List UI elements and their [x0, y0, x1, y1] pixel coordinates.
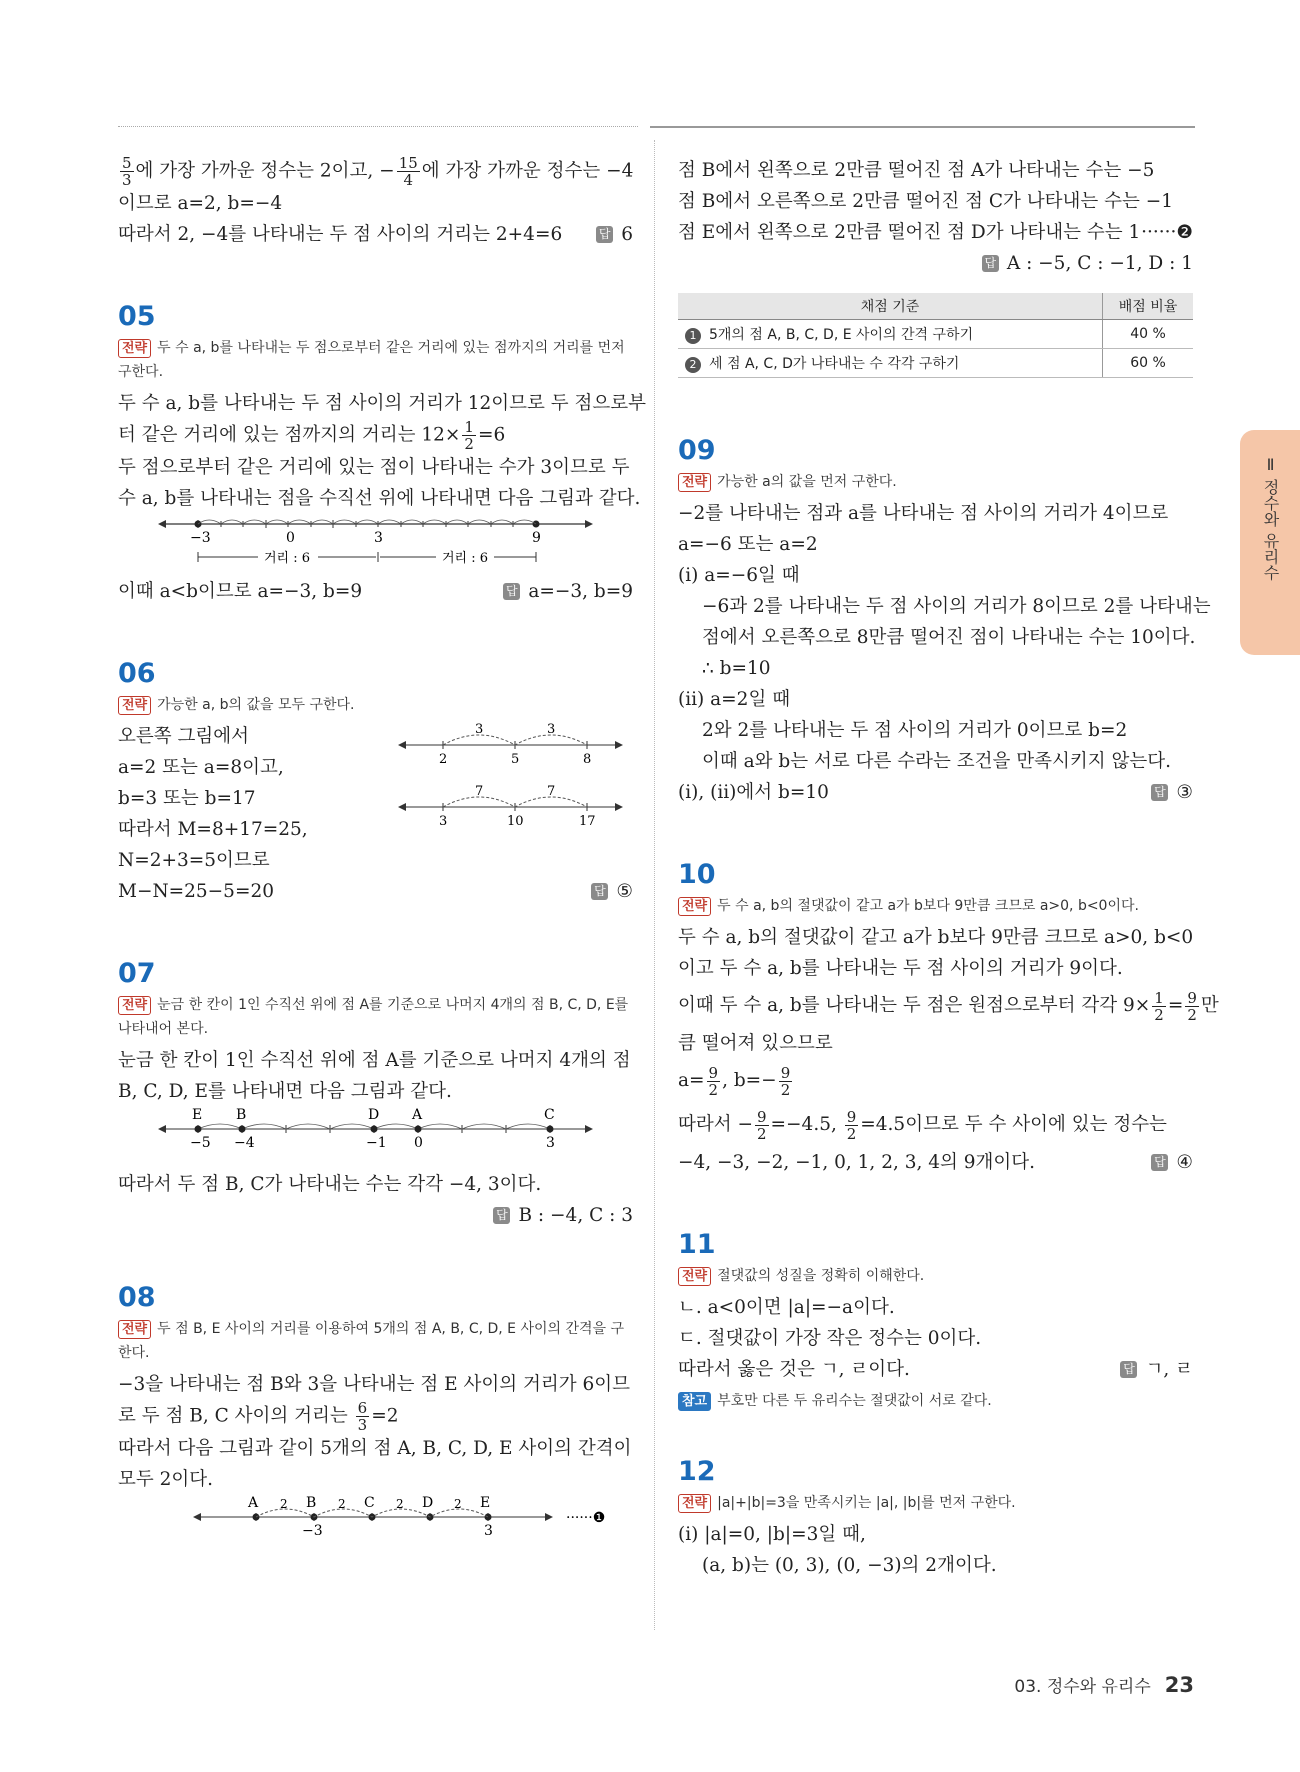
point-label: A	[248, 1495, 259, 1511]
strategy-tag: 전략	[678, 1494, 711, 1513]
fraction: $\frac{5}{3}$	[122, 154, 132, 189]
question-number: 09	[678, 435, 716, 466]
tick-label: 2	[439, 752, 448, 767]
question-05: 05 전략 두 수 a, b를 나타내는 두 점으로부터 같은 거리에 있는 점까지의 거리를 먼저 구한다. 두 수 a, b를 나타내는 두 점 사이의 거리가 12이므로 두 점으로부 터 같은 거리에 있는 점까지의 거리는 12× $\frac{1}{2}$ =6 두 점으로부터 같은 거리에 있는 점이 나타내는 수가 3이므로 두 수 a, b를 나타내는 점을 수직선 위에 나타내면 다음 그림과 같다. −3 0 3 9 거리 : 6 거리 : 6 이때 a<b이므로 a=−3, b=9 답 a=−3, b=9	[118, 302, 633, 607]
point-label: D	[422, 1495, 434, 1511]
fraction: $\frac{9}{2}$	[708, 1063, 719, 1099]
question-number: 10	[678, 859, 716, 890]
tick-label: 3	[484, 1523, 493, 1539]
page-footer	[1014, 1672, 1194, 1697]
distance-label: 거리 : 6	[442, 551, 489, 566]
answer: 답 6	[596, 219, 633, 250]
number-line-figure	[118, 1495, 633, 1541]
fraction: $\frac{9}{2}$	[780, 1063, 791, 1099]
number-lines-figure	[398, 721, 623, 841]
table-row: 2 세 점 A, C, D가 나타내는 수 각각 구하기 60 %	[678, 349, 1193, 378]
tick-label: 5	[511, 752, 520, 767]
strategy-tag: 전략	[118, 339, 151, 358]
gap-label: 2	[338, 1497, 346, 1511]
fraction: $\frac{9}{2}$	[846, 1107, 857, 1143]
question-number: 07	[118, 958, 156, 989]
point-label: B	[236, 1107, 247, 1123]
tick-label: 0	[286, 530, 295, 546]
answer: 답 ④	[1151, 1147, 1193, 1178]
table-header: 배점 비율	[1103, 293, 1194, 320]
chapter-side-label: Ⅱ 정수와 유리수	[1261, 455, 1280, 581]
fraction: $\frac{9}{2}$	[1187, 988, 1197, 1024]
tick-label: 10	[507, 814, 524, 829]
table-row: 1 5개의 점 A, B, C, D, E 사이의 간격 구하기 40 %	[678, 320, 1193, 349]
question-06: 06 전략 가능한 a, b의 값을 모두 구한다. 오른쪽 그림에서 a=2 또는 a=8이고, b=3 또는 b=17 따라서 M=8+17=25, N=2+3=5이므로 M−N=25−5=20 답 ⑤ 3 3 2 5 8 7 7 3 10 17	[118, 659, 633, 907]
table-header: 채점 기준	[678, 293, 1103, 320]
arc-label: 3	[547, 722, 556, 737]
tick-label: 9	[532, 530, 541, 546]
note-tag: 참고	[678, 1392, 711, 1411]
answer: 답 ③	[1151, 777, 1193, 808]
answer: 답 ⑤	[591, 876, 633, 907]
number-line-figure	[118, 1107, 633, 1157]
tick-label: 8	[583, 752, 592, 767]
q08-continued: 점 B에서 왼쪽으로 2만큼 떨어진 점 A가 나타내는 수는 −5 점 B에서 오른쪽으로 2만큼 떨어진 점 C가 나타내는 수는 −1 점 E에서 왼쪽으로 2만큼 떨어진 점 D가 나타내는 수는 1 ······❷ 답 A : −5, C : −1, D : 1 채점 기준 배점 비율 1 5개의 점 A, B, C, D, E 사이의 간격 구하기 40 % 2 세 점 A, C, D가 나타내는 수 각각 구하기 60 %	[678, 155, 1193, 378]
answer: 답 ㄱ, ㄹ	[1120, 1354, 1193, 1385]
point-label: B	[306, 1495, 317, 1511]
top-rule-left	[118, 126, 638, 127]
gap-label: 2	[454, 1497, 462, 1511]
arc-label: 7	[475, 784, 484, 799]
scoring-table	[678, 293, 1193, 378]
tick-label: −5	[190, 1135, 211, 1151]
question-number: 08	[118, 1282, 156, 1313]
answer: 답 A : −5, C : −1, D : 1	[678, 248, 1193, 279]
distance-label: 거리 : 6	[264, 551, 311, 566]
answer-badge: 답	[591, 883, 608, 900]
right-column	[678, 155, 1219, 1581]
answer-badge: 답	[982, 255, 999, 272]
answer: 답 a=−3, b=9	[503, 576, 633, 607]
tick-label: 3	[374, 530, 383, 546]
point-label: D	[368, 1107, 380, 1123]
strategy-tag: 전략	[678, 1267, 711, 1286]
step-marker: ······❶	[566, 1510, 606, 1526]
fraction: $\frac{15}{4}$	[398, 154, 418, 189]
answer-badge: 답	[503, 583, 520, 600]
fraction: $\frac{6}{3}$	[357, 1399, 368, 1434]
tick-label: −1	[366, 1135, 387, 1151]
strategy-tag: 전략	[678, 473, 711, 492]
question-11: 11 전략 절댓값의 성질을 정확히 이해한다. ㄴ. a<0이면 |a|=−a이다. ㄷ. 절댓값이 가장 작은 정수는 0이다. 따라서 옳은 것은 ㄱ, ㄹ이다. 답 ㄱ, ㄹ 참고 부호만 다른 두 유리수는 절댓값이 서로 같다.	[678, 1229, 1193, 1409]
tick-label: 0	[414, 1135, 423, 1151]
top-rule-right	[650, 126, 1195, 128]
question-number: 06	[118, 658, 156, 689]
answer: 답 B : −4, C : 3	[118, 1200, 633, 1231]
question-07: 07 전략 눈금 한 칸이 1인 수직선 위에 점 A를 기준으로 나머지 4개의 점 B, C, D, E를 나타내어 본다. 눈금 한 칸이 1인 수직선 위에 점 A를 기준으로 나머지 4개의 점 B, C, D, E를 나타내면 다음 그림과 같다. E B D A C −5 −4 −1 0 3 따라서 두 점 B, C가 나타내는 수는 각각 −4, 3이다. 답 B : −4, C : 3	[118, 959, 633, 1231]
question-10: 10 전략 두 수 a, b의 절댓값이 같고 a가 b보다 9만큼 크므로 a>0, b<0이다. 두 수 a, b의 절댓값이 같고 a가 b보다 9만큼 크므로 a>0, b<0 이고 두 수 a, b를 나타내는 두 점 사이의 거리가 9이다. 이때 두 수 a, b를 나타내는 두 점은 원점으로부터 각각 9× $\frac{1}{2}$ = $\frac{9}{2}$ 만 큼 떨어져 있으므로 a= $\frac{9}{2}$ , b=− $\frac{9}{2}$ 따라서 − $\frac{9}{2}$ =−4.5, $\frac{9}{2}$ =4.5이므로 두 수 사이에 있는 정수는 −4, −3, −2, −1, 0, 1, 2, 3, 4의 9개이다. 답 ④	[678, 860, 1193, 1178]
question-09: 09 전략 가능한 a의 값을 먼저 구한다. −2를 나타내는 점과 a를 나타내는 점 사이의 거리가 4이므로 a=−6 또는 a=2 (ⅰ) a=−6일 때 −6과 2를 나타내는 두 점 사이의 거리가 8이므로 2를 나타내는 점에서 오른쪽으로 8만큼 떨어진 점이 나타내는 수는 10이다. ∴ b=10 (ⅱ) a=2일 때 2와 2를 나타내는 두 점 사이의 거리가 0이므로 b=2 이때 a와 b는 서로 다른 수라는 조건을 만족시키지 않는다. (ⅰ), (ⅱ)에서 b=10 답 ③	[678, 436, 1193, 808]
question-number: 12	[678, 1456, 716, 1487]
point-label: C	[364, 1495, 375, 1511]
strategy-tag: 전략	[118, 1320, 151, 1339]
number-line-figure	[118, 514, 633, 566]
fraction: $\frac{1}{2}$	[1154, 988, 1164, 1024]
point-label: C	[544, 1107, 555, 1123]
strategy-tag: 전략	[678, 897, 711, 916]
column-divider	[654, 140, 655, 1630]
gap-label: 2	[396, 1497, 404, 1511]
tick-label: −3	[302, 1523, 323, 1539]
answer-badge: 답	[1120, 1361, 1137, 1378]
question-number: 11	[678, 1229, 716, 1260]
arc-label: 3	[475, 722, 484, 737]
point-label: E	[480, 1495, 491, 1511]
answer-badge: 답	[596, 226, 613, 243]
strategy-tag: 전략	[118, 696, 151, 715]
step-number: 2	[685, 357, 701, 373]
arc-label: 7	[547, 784, 556, 799]
tick-label: 3	[546, 1135, 555, 1151]
answer-badge: 답	[1151, 1154, 1168, 1171]
intro-solution: $\frac{5}{3}$ 에 가장 가까운 정수는 2이고, − $\frac{15}{4}$ 에 가장 가까운 정수는 −4 이므로 a=2, b=−4 따라서 2, −4를 나타내는 두 점 사이의 거리는 2+4=6 답 6	[118, 155, 633, 250]
step-number: 1	[685, 328, 701, 344]
strategy-tag: 전략	[118, 996, 151, 1015]
point-label: A	[412, 1107, 423, 1123]
page-number: 23	[1164, 1673, 1194, 1697]
tick-label: −4	[234, 1135, 255, 1151]
answer-badge: 답	[1151, 784, 1168, 801]
question-number: 05	[118, 301, 156, 332]
answer-badge: 답	[493, 1207, 510, 1224]
fraction: $\frac{1}{2}$	[464, 418, 474, 453]
question-12: 12 전략 |a|+|b|=3을 만족시키는 |a|, |b|를 먼저 구한다. (ⅰ) |a|=0, |b|=3일 때, (a, b)는 (0, 3), (0, −3)의 2개이다.	[678, 1457, 1193, 1581]
gap-label: 2	[280, 1497, 288, 1511]
tick-label: −3	[190, 530, 211, 546]
question-08: 08 전략 두 점 B, E 사이의 거리를 이용하여 5개의 점 A, B, C, D, E 사이의 간격을 구한다. −3을 나타내는 점 B와 3을 나타내는 점 E 사이의 거리가 6이므 로 두 점 B, C 사이의 거리는 $\frac{6}{3}$ =2 따라서 다음 그림과 같이 5개의 점 A, B, C, D, E 사이의 간격이 모두 2이다. A B C D E 2 2 2 2 −3 3 ······❶	[118, 1282, 632, 1539]
point-label: E	[192, 1107, 203, 1123]
q06-body: 오른쪽 그림에서 a=2 또는 a=8이고, b=3 또는 b=17 따라서 M=8+17=25, N=2+3=5이므로 M−N=25−5=20 답 ⑤ 3 3 2 5 8 7 7 3 10 17	[118, 721, 633, 907]
chapter-title: 03. 정수와 유리수	[1014, 1677, 1151, 1697]
tick-label: 3	[439, 814, 448, 829]
step-marker: ······❷	[1141, 222, 1193, 243]
tick-label: 17	[579, 814, 596, 829]
left-column	[118, 154, 647, 1545]
fraction: $\frac{9}{2}$	[757, 1107, 767, 1143]
